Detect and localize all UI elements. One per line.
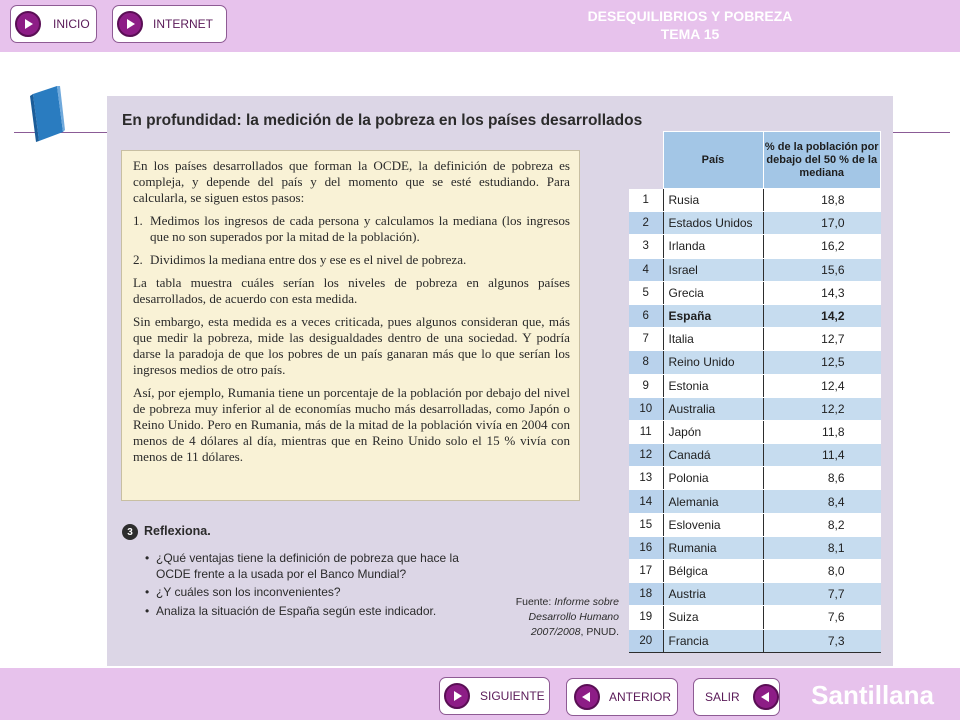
source-suffix: , PNUD.	[580, 626, 619, 638]
value-cell: 12,4	[763, 374, 881, 397]
country-header: País	[663, 132, 763, 189]
question-list	[143, 551, 473, 622]
rank-cell: 19	[629, 606, 663, 629]
value-cell: 7,7	[763, 583, 881, 606]
country-cell: Estonia	[663, 374, 763, 397]
salir-button[interactable]	[693, 678, 780, 716]
value-cell: 12,7	[763, 328, 881, 351]
source-prefix: Fuente:	[515, 596, 555, 608]
table-row	[629, 304, 881, 327]
internet-button[interactable]	[112, 5, 227, 43]
table-row	[629, 490, 881, 513]
paragraph-intro: En los países desarrollados que forman la OCDE, la definición de pobreza es compleja, y depende del país y del momento que se esté estudiando. Para calcularla, se siguen estos pasos:	[133, 158, 570, 205]
rank-cell: 20	[629, 629, 663, 652]
value-cell: 11,4	[763, 444, 881, 467]
rank-cell: 12	[629, 444, 663, 467]
value-cell: 8,1	[763, 536, 881, 559]
source-note	[485, 595, 619, 640]
country-cell: Australia	[663, 397, 763, 420]
table-row	[629, 374, 881, 397]
country-cell: Canadá	[663, 444, 763, 467]
country-cell: Israel	[663, 258, 763, 281]
paragraph-criticism: Sin embargo, esta medida es a veces criticada, pues algunos consideran que, más que medir la pobreza, mide las desigualdades dentro de una sociedad. Y podría darse la paradoja de que los pobres de un país ganaran más que lo que serían los ingresos medios de otro país.	[133, 314, 570, 377]
rank-header	[629, 132, 663, 189]
paragraph-example: Así, por ejemplo, Rumania tiene un porcentaje de la población por debajo del nivel de pobreza muy inferior al de economías mucho más desarrolladas, como Japón o Reino Unido. Pero en Rumania, más de la mitad de la población vivía en 2004 con menos de 4 dólares al día, mientras que en Reino Unido solo el 15 % vivía con menos de 11 dólares.	[133, 385, 570, 464]
value-cell: 8,6	[763, 467, 881, 490]
title-line-1: DESEQUILIBRIOS Y POBREZA	[587, 8, 793, 24]
country-cell: Austria	[663, 583, 763, 606]
table-row	[629, 467, 881, 490]
rank-cell: 17	[629, 560, 663, 583]
step-text: Medimos los ingresos de cada persona y calculamos la mediana (los ingresos que no son superados por la mitad de la población).	[150, 213, 570, 244]
country-cell: Irlanda	[663, 235, 763, 258]
anterior-button[interactable]	[566, 678, 678, 716]
table-row	[629, 583, 881, 606]
country-cell: Alemania	[663, 490, 763, 513]
country-cell: Suiza	[663, 606, 763, 629]
salir-label: SALIR	[705, 690, 740, 704]
country-cell: Italia	[663, 328, 763, 351]
internet-label: INTERNET	[153, 17, 213, 31]
poverty-table	[629, 131, 881, 653]
table-row	[629, 258, 881, 281]
table-row	[629, 189, 881, 212]
step-number: 2.	[133, 252, 143, 267]
country-cell: Francia	[663, 629, 763, 652]
rank-cell: 13	[629, 467, 663, 490]
value-cell: 7,3	[763, 629, 881, 652]
step-text: Dividimos la mediana entre dos y ese es el nivel de pobreza.	[150, 252, 467, 267]
table-row	[629, 629, 881, 652]
step-item	[133, 252, 570, 268]
table-row	[629, 444, 881, 467]
table-row	[629, 606, 881, 629]
section-title: En profundidad: la medición de la pobreza en los países desarrollados	[122, 112, 643, 129]
back-icon	[574, 684, 600, 710]
inicio-button[interactable]	[10, 5, 97, 43]
value-header: % de la población por debajo del 50 % de la mediana	[763, 132, 881, 189]
explanation-box	[121, 150, 580, 501]
country-cell: Rusia	[663, 189, 763, 212]
play-icon	[444, 683, 470, 709]
source-title: Informe sobre Desarrollo Humano 2007/2008	[528, 596, 619, 638]
activity-title: Reflexiona.	[144, 524, 211, 538]
rank-cell: 8	[629, 351, 663, 374]
rank-cell: 2	[629, 212, 663, 235]
play-icon	[15, 11, 41, 37]
value-cell: 7,6	[763, 606, 881, 629]
page-title	[540, 7, 840, 43]
rank-cell: 11	[629, 420, 663, 443]
rank-cell: 16	[629, 536, 663, 559]
table-row	[629, 281, 881, 304]
rank-cell: 15	[629, 513, 663, 536]
rank-cell: 10	[629, 397, 663, 420]
rank-cell: 14	[629, 490, 663, 513]
country-cell: Reino Unido	[663, 351, 763, 374]
rank-cell: 6	[629, 304, 663, 327]
country-cell: España	[663, 304, 763, 327]
rank-cell: 9	[629, 374, 663, 397]
siguiente-label: SIGUIENTE	[480, 689, 545, 703]
rank-cell: 3	[629, 235, 663, 258]
title-line-2: TEMA 15	[660, 26, 720, 42]
value-cell: 8,0	[763, 560, 881, 583]
country-cell: Polonia	[663, 467, 763, 490]
table-row	[629, 560, 881, 583]
table-row	[629, 420, 881, 443]
value-cell: 8,4	[763, 490, 881, 513]
value-cell: 12,2	[763, 397, 881, 420]
question-item: • ¿Qué ventajas tiene la definición de pobreza que hace la OCDE frente a la usada por el Banco Mundial?	[143, 551, 473, 582]
country-cell: Grecia	[663, 281, 763, 304]
value-cell: 17,0	[763, 212, 881, 235]
question-item: • ¿Y cuáles son los inconvenientes?	[143, 585, 473, 601]
step-item	[133, 213, 570, 245]
anterior-label: ANTERIOR	[609, 690, 672, 704]
table-row	[629, 328, 881, 351]
activity-number-badge: 3	[122, 524, 138, 540]
country-cell: Bélgica	[663, 560, 763, 583]
table-row	[629, 536, 881, 559]
siguiente-button[interactable]	[439, 677, 550, 715]
country-cell: Rumania	[663, 536, 763, 559]
value-cell: 11,8	[763, 420, 881, 443]
content-panel	[107, 96, 893, 666]
value-cell: 15,6	[763, 258, 881, 281]
country-cell: Japón	[663, 420, 763, 443]
value-cell: 18,8	[763, 189, 881, 212]
value-cell: 16,2	[763, 235, 881, 258]
table-row	[629, 235, 881, 258]
value-cell: 14,3	[763, 281, 881, 304]
play-icon	[117, 11, 143, 37]
rank-cell: 18	[629, 583, 663, 606]
book-icon	[30, 86, 66, 142]
back-icon	[753, 684, 779, 710]
rank-cell: 5	[629, 281, 663, 304]
rank-cell: 1	[629, 189, 663, 212]
step-number: 1.	[133, 213, 143, 228]
country-cell: Estados Unidos	[663, 212, 763, 235]
brand-logo: Santillana	[811, 680, 934, 710]
table-body	[629, 189, 881, 653]
table-header-row	[629, 132, 881, 189]
question-item: • Analiza la situación de España según este indicador.	[143, 604, 473, 620]
value-cell: 14,2	[763, 304, 881, 327]
table-row	[629, 212, 881, 235]
rank-cell: 7	[629, 328, 663, 351]
table-row	[629, 513, 881, 536]
table-row	[629, 397, 881, 420]
value-cell: 8,2	[763, 513, 881, 536]
paragraph-table-note: La tabla muestra cuáles serían los niveles de pobreza en algunos países desarrollados, de acuerdo con esta medida.	[133, 275, 570, 306]
rank-cell: 4	[629, 258, 663, 281]
country-cell: Eslovenia	[663, 513, 763, 536]
value-cell: 12,5	[763, 351, 881, 374]
table-row	[629, 351, 881, 374]
inicio-label: INICIO	[53, 17, 90, 31]
